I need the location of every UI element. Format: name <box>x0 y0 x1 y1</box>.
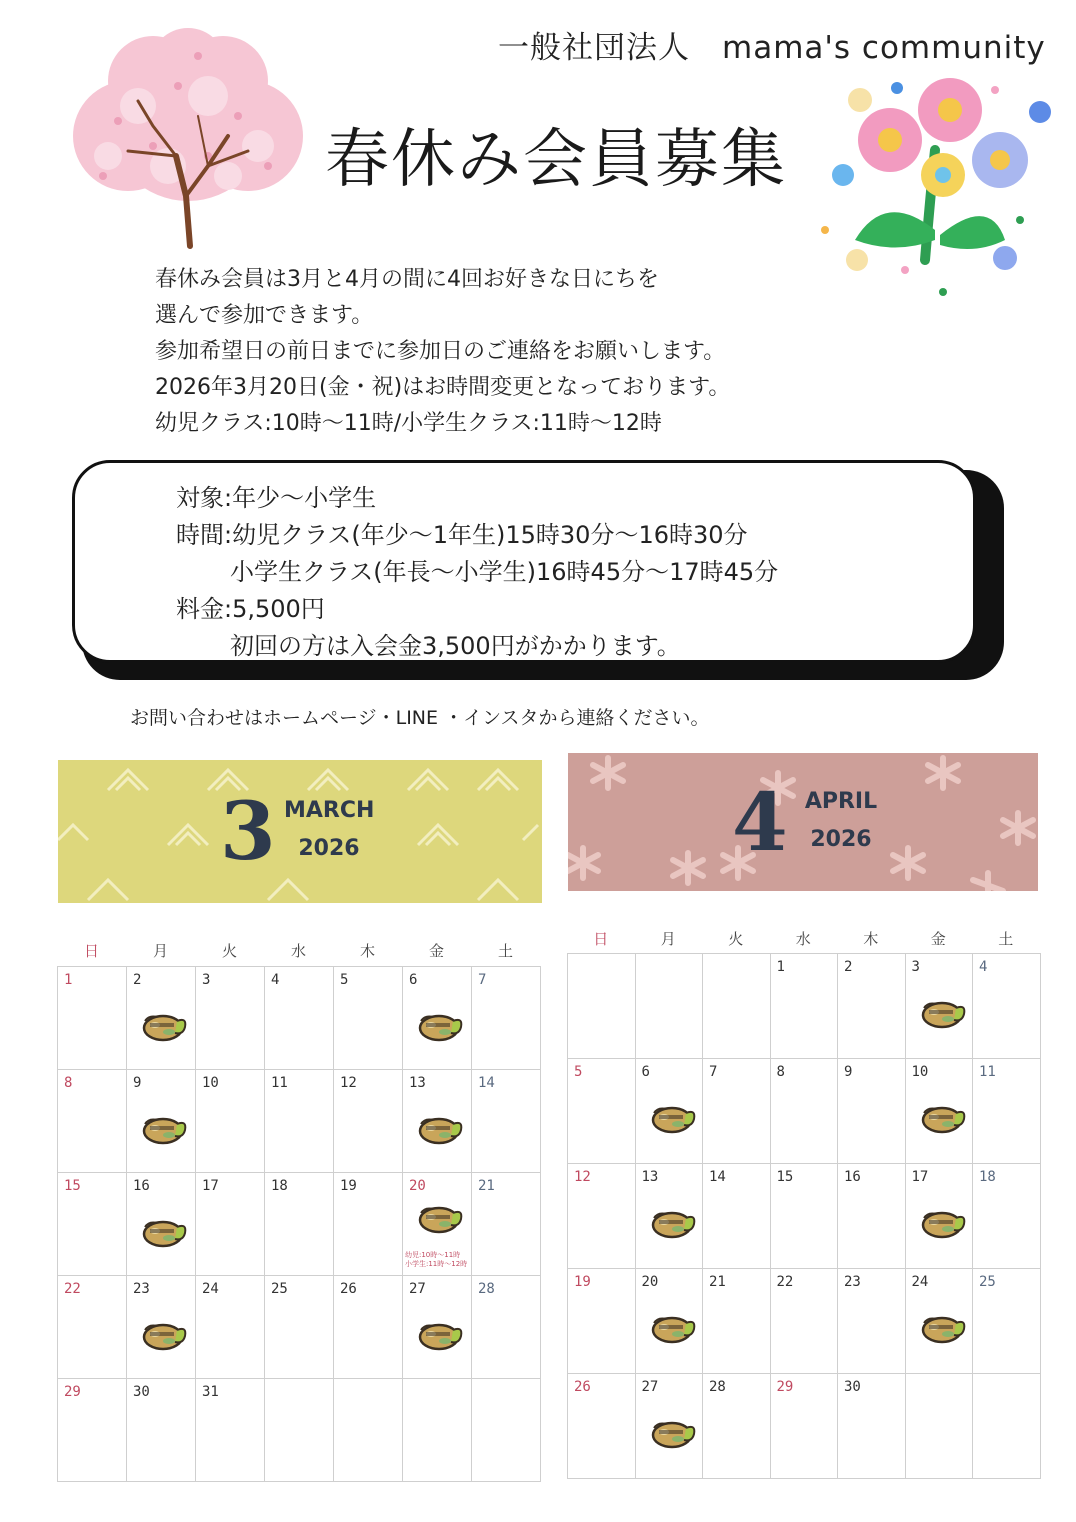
day-number: 24 <box>911 1274 929 1290</box>
calendar-day-cell[interactable] <box>636 1164 704 1269</box>
calendar-day-cell[interactable] <box>196 1276 265 1379</box>
march-number: 3 <box>220 784 276 878</box>
day-number: 5 <box>574 1064 583 1080</box>
calendar-day-cell <box>568 954 636 1059</box>
day-number: 21 <box>478 1178 495 1194</box>
time-text-2: 小学生クラス(年長～小学生)16時45分～17時45分 <box>230 558 779 586</box>
day-number: 23 <box>133 1281 150 1297</box>
day-number: 2 <box>133 972 142 988</box>
calendar-day-cell[interactable] <box>127 1379 196 1482</box>
calendar-day-cell <box>403 1379 472 1482</box>
day-number: 28 <box>709 1379 726 1395</box>
day-number: 4 <box>979 959 988 975</box>
calendar-day-cell <box>636 954 704 1059</box>
calendar-day-cell[interactable] <box>127 967 196 1070</box>
mama-community-logo-icon <box>920 998 968 1030</box>
april-number: 4 <box>732 775 788 869</box>
day-number: 30 <box>844 1379 861 1395</box>
day-number: 13 <box>641 1169 659 1185</box>
year: 2026 <box>298 836 360 861</box>
weekday-label: 水 <box>290 942 306 960</box>
calendar-day-cell[interactable] <box>403 1276 472 1379</box>
calendar-day-cell[interactable] <box>265 1070 334 1173</box>
day-number: 10 <box>911 1064 929 1080</box>
intro-line: 幼児クラス:10時～11時/小学生クラス:11時～12時 <box>155 411 662 436</box>
day-number: 15 <box>776 1169 794 1185</box>
calendar-day-cell[interactable] <box>838 1269 906 1374</box>
calendar-day-cell[interactable] <box>771 1374 839 1479</box>
calendar-day-cell[interactable] <box>127 1173 196 1276</box>
calendar-day-cell[interactable] <box>265 1173 334 1276</box>
mama-community-logo-icon <box>920 1208 968 1240</box>
march-banner <box>58 760 542 903</box>
intro-line: 参加希望日の前日までに参加日のご連絡をお願いします。 <box>155 339 726 364</box>
calendar-day-cell[interactable] <box>58 1173 127 1276</box>
weekday-label: 火 <box>221 942 237 960</box>
day-number: 12 <box>340 1075 357 1091</box>
calendar-day-cell[interactable] <box>472 967 541 1070</box>
calendar-day-cell[interactable] <box>703 1374 771 1479</box>
day-number: 18 <box>271 1178 288 1194</box>
calendar-day-cell <box>334 1379 403 1482</box>
mama-community-logo-icon <box>650 1418 698 1450</box>
calendar-day-cell[interactable] <box>906 1164 974 1269</box>
day-number: 16 <box>844 1169 861 1185</box>
calendar-day-cell[interactable] <box>838 1374 906 1479</box>
day-number: 27 <box>409 1281 426 1297</box>
weekday-label: 土 <box>998 930 1014 948</box>
day-number: 24 <box>202 1281 219 1297</box>
calendar-day-cell[interactable] <box>265 967 334 1070</box>
day-number: 22 <box>64 1281 81 1297</box>
calendar-day-cell[interactable] <box>265 1276 334 1379</box>
mama-community-logo-icon <box>417 1114 465 1146</box>
calendar-day-cell[interactable] <box>568 1374 636 1479</box>
weekday-label: 木 <box>863 930 879 948</box>
calendar-day-cell[interactable] <box>703 1164 771 1269</box>
day-number: 14 <box>709 1169 726 1185</box>
intro-text <box>155 262 730 442</box>
day-number: 30 <box>133 1384 150 1400</box>
calendar-day-cell[interactable] <box>334 1070 403 1173</box>
weekday-label: 日 <box>593 930 609 948</box>
page-title: 春休み会員募集 <box>325 123 787 197</box>
weekday-label: 月 <box>152 942 168 960</box>
weekday-label: 月 <box>660 930 676 948</box>
calendar-day-cell[interactable] <box>568 1164 636 1269</box>
calendar-day-cell[interactable] <box>771 1059 839 1164</box>
day-number: 27 <box>641 1379 659 1395</box>
weekday-label: 木 <box>359 942 375 960</box>
year: 2026 <box>810 827 872 852</box>
flowers-icon <box>815 70 1060 300</box>
calendar-day-cell[interactable] <box>472 1173 541 1276</box>
calendar-day-cell[interactable] <box>196 1070 265 1173</box>
day-number: 20 <box>409 1178 426 1194</box>
organization-name: 一般社団法人 mama's community <box>498 30 1046 66</box>
calendar-day-cell[interactable] <box>771 1269 839 1374</box>
weekday-label: 火 <box>728 930 744 948</box>
day-number: 9 <box>133 1075 142 1091</box>
day-number: 11 <box>271 1075 288 1091</box>
calendar-day-cell[interactable] <box>58 967 127 1070</box>
calendar-day-cell[interactable] <box>196 967 265 1070</box>
mama-community-logo-icon <box>417 1203 465 1235</box>
weekday-label: 水 <box>795 930 811 948</box>
calendar-day-cell[interactable] <box>973 1059 1041 1164</box>
calendar-day-cell[interactable] <box>771 1164 839 1269</box>
calendar-day-cell[interactable] <box>127 1276 196 1379</box>
fee-text: 料金:5,500円 <box>176 595 325 623</box>
day-number: 9 <box>844 1064 853 1080</box>
calendar-day-cell[interactable] <box>636 1269 704 1374</box>
day-number: 23 <box>844 1274 861 1290</box>
calendar-day-cell[interactable] <box>906 1269 974 1374</box>
weekday-label: 金 <box>428 942 444 960</box>
calendar-day-cell[interactable] <box>838 954 906 1059</box>
day-number: 18 <box>979 1169 996 1185</box>
calendar-day-cell[interactable] <box>838 1164 906 1269</box>
calendar-day-cell <box>265 1379 334 1482</box>
day-number: 14 <box>478 1075 495 1091</box>
day-number: 21 <box>709 1274 726 1290</box>
mama-community-logo-icon <box>417 1011 465 1043</box>
march-label <box>284 792 374 868</box>
day-number: 8 <box>64 1075 73 1091</box>
intro-line: 春休み会員は3月と4月の間に4回お好きな日にちを <box>155 267 659 292</box>
calendar-day-cell[interactable] <box>334 1173 403 1276</box>
info-box-content <box>176 480 778 665</box>
day-number: 1 <box>64 972 73 988</box>
note-line: 小学生:11時～12時 <box>405 1260 468 1268</box>
day-number: 12 <box>574 1169 591 1185</box>
day-number: 26 <box>340 1281 357 1297</box>
day-number: 29 <box>776 1379 794 1395</box>
intro-line: 2026年3月20日(金・祝)はお時間変更となっております。 <box>155 375 731 400</box>
day-number: 13 <box>409 1075 426 1091</box>
calendar-grid <box>57 966 541 1482</box>
calendar-day-cell[interactable] <box>196 1173 265 1276</box>
fee-note: 初回の方は入会金3,500円がかかります。 <box>230 632 681 660</box>
calendar-day-cell <box>472 1379 541 1482</box>
calendar-day-cell <box>703 954 771 1059</box>
day-number: 11 <box>979 1064 996 1080</box>
calendar-day-cell[interactable] <box>568 1269 636 1374</box>
weekday-label: 日 <box>83 942 99 960</box>
calendar-day-cell[interactable] <box>403 967 472 1070</box>
day-number: 28 <box>478 1281 495 1297</box>
calendar-day-cell[interactable] <box>703 1059 771 1164</box>
calendar-day-cell <box>973 1374 1041 1479</box>
intro-line: 選んで参加できます。 <box>155 303 374 328</box>
calendar-day-cell[interactable] <box>973 1269 1041 1374</box>
day-number: 17 <box>202 1178 219 1194</box>
day-number: 6 <box>409 972 418 988</box>
mama-community-logo-icon <box>141 1011 189 1043</box>
day-number: 31 <box>202 1384 219 1400</box>
calendar-day-cell[interactable] <box>472 1070 541 1173</box>
cherry-blossom-tree-icon <box>58 26 320 250</box>
mama-community-logo-icon <box>650 1103 698 1135</box>
april-banner <box>568 753 1038 891</box>
mama-community-logo-icon <box>920 1313 968 1345</box>
calendar-day-cell[interactable] <box>58 1276 127 1379</box>
calendar-day-cell[interactable] <box>568 1059 636 1164</box>
calendar-day-cell[interactable] <box>636 1059 704 1164</box>
time-text: 時間:幼児クラス(年少～1年生)15時30分～16時30分 <box>176 521 748 549</box>
calendar-day-cell[interactable] <box>973 1164 1041 1269</box>
calendar-day-cell[interactable] <box>703 1269 771 1374</box>
day-number: 29 <box>64 1384 81 1400</box>
day-number: 19 <box>574 1274 591 1290</box>
day-number: 17 <box>911 1169 929 1185</box>
calendar-day-cell[interactable] <box>58 1379 127 1482</box>
weekday-label: 金 <box>930 930 946 948</box>
calendar-day-cell[interactable] <box>771 954 839 1059</box>
day-number: 16 <box>133 1178 150 1194</box>
mama-community-logo-icon <box>920 1103 968 1135</box>
calendar-day-cell[interactable] <box>403 1070 472 1173</box>
april-label <box>796 783 886 859</box>
day-number: 7 <box>709 1064 718 1080</box>
calendar-day-cell[interactable] <box>636 1374 704 1479</box>
day-number: 22 <box>776 1274 794 1290</box>
day-number: 19 <box>340 1178 357 1194</box>
calendar-day-cell[interactable] <box>472 1276 541 1379</box>
day-number: 20 <box>641 1274 659 1290</box>
calendar-day-cell[interactable] <box>906 1059 974 1164</box>
mama-community-logo-icon <box>417 1320 465 1352</box>
day-number: 5 <box>340 972 349 988</box>
calendar-day-cell <box>906 1374 974 1479</box>
day-number: 4 <box>271 972 280 988</box>
day-number: 8 <box>776 1064 785 1080</box>
month-name: APRIL <box>804 789 878 814</box>
day-number: 1 <box>776 959 785 975</box>
calendar-day-cell[interactable] <box>334 1276 403 1379</box>
weekday-label: 土 <box>497 942 513 960</box>
day-number: 15 <box>64 1178 81 1194</box>
calendar-day-cell[interactable] <box>906 954 974 1059</box>
contact-text: お問い合わせはホームページ・LINE ・インスタから連絡ください。 <box>130 707 710 729</box>
calendar-grid <box>567 953 1041 1479</box>
day-number: 6 <box>641 1064 650 1080</box>
day-number: 3 <box>911 959 920 975</box>
calendar-day-cell[interactable] <box>58 1070 127 1173</box>
mama-community-logo-icon <box>650 1313 698 1345</box>
day-number: 3 <box>202 972 211 988</box>
note-line: 幼児:10時～11時 <box>405 1251 461 1259</box>
day-number: 25 <box>979 1274 996 1290</box>
month-name: MARCH <box>284 798 375 823</box>
target-text: 対象:年少～小学生 <box>176 484 377 512</box>
day-number: 25 <box>271 1281 288 1297</box>
calendar-day-cell[interactable] <box>403 1173 472 1276</box>
calendar-day-cell[interactable] <box>973 954 1041 1059</box>
mama-community-logo-icon <box>141 1320 189 1352</box>
day-number: 26 <box>574 1379 591 1395</box>
time-change-note <box>405 1251 467 1269</box>
mama-community-logo-icon <box>650 1208 698 1240</box>
calendar-day-cell[interactable] <box>127 1070 196 1173</box>
mama-community-logo-icon <box>141 1114 189 1146</box>
day-number: 2 <box>844 959 853 975</box>
calendar-day-cell[interactable] <box>196 1379 265 1482</box>
calendar-day-cell[interactable] <box>838 1059 906 1164</box>
mama-community-logo-icon <box>141 1217 189 1249</box>
calendar-day-cell[interactable] <box>334 967 403 1070</box>
day-number: 10 <box>202 1075 219 1091</box>
day-number: 7 <box>478 972 487 988</box>
